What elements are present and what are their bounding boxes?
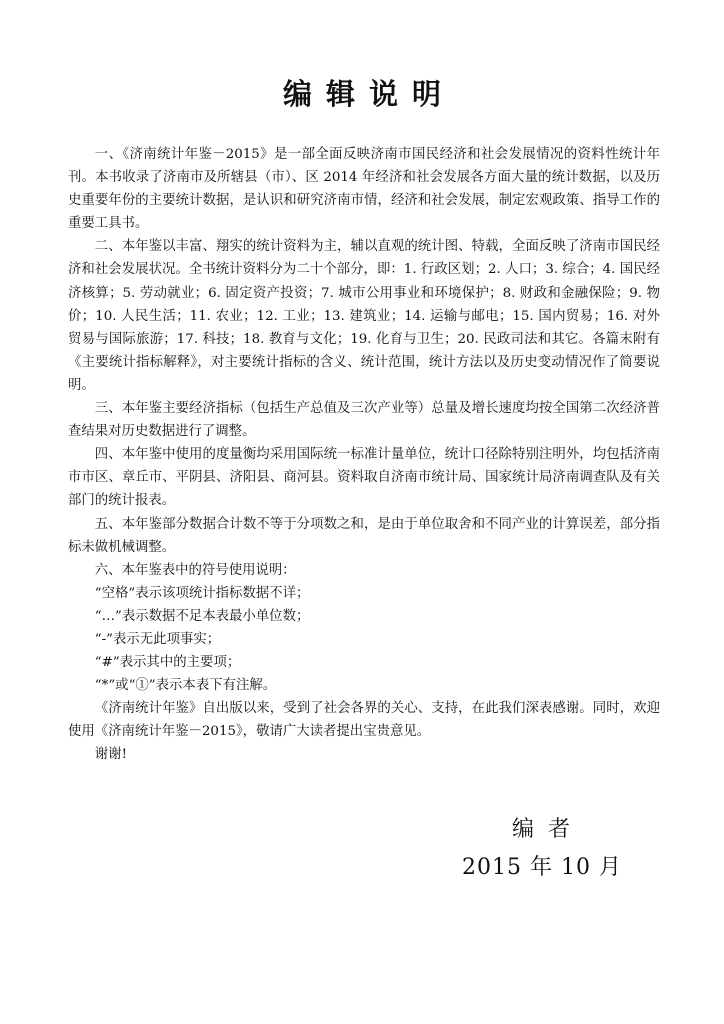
paragraph-3: 三、本年鉴主要经济指标（包括生产总值及三次产业等）总量及增长速度均按全国第二次经济普查结果对历史数据进行了调整。	[68, 401, 660, 440]
paragraph-2: 二、本年鉴以丰富、翔实的统计资料为主，辅以直观的统计图、特载，全面反映了济南市国民经济和社会发展状况。全书统计资料分为二十个部分，即：1. 行政区划；2. 人口；3. 综合；4. 国民经济核算；5. 劳动就业；6. 固定资产投资；7. 城市公用事业和环境保护；8. 财政和金融保险；9. 物价；10. 人民生活；11. 农业；12. 工业；13. 建筑业；14. 运输与邮电；15. 国内贸易；16. 对外贸易与国际旅游；17. 科技；18. 教育与文化；19. 化育与卫生；20. 民政司法和其它。各篇末附有《主要统计指标解释》，对主要统计指标的含义、统计范围，统计方法以及历史变动情况作了简要说明。	[68, 239, 660, 393]
symbol-note-hash: “#”表示其中的主要项；	[94, 655, 241, 671]
body-text	[68, 143, 660, 767]
publication-date: 2015 年 10 月	[462, 855, 622, 880]
paragraph-1: 一、《济南统计年鉴－2015》是一部全面反映济南市国民经济和社会发展情况的资料性统计年刊。本书收录了济南市及所辖县（市）、区 2014 年经济和社会发展各方面大量的统计数据，以及历史重要年份的主要统计数据，是认识和研究济南市情，经济和社会发展，制定宏观政策、指导工作的重要工具书。	[68, 147, 660, 232]
page-title: 编辑说明	[282, 77, 455, 111]
thanks-line: 谢谢!	[94, 747, 127, 763]
symbol-note-dash: “-”表示无此项事实；	[94, 631, 221, 647]
paragraph-4: 四、本年鉴中使用的度量衡均采用国际统一标准计量单位，统计口径除特别注明外，均包括济南市市区、章丘市、平阴县、济阳县、商河县。资料取自济南市统计局、国家统计局济南调查队及有关部门的统计报表。	[68, 447, 660, 509]
closing-paragraph: 《济南统计年鉴》自出版以来，受到了社会各界的关心、支持，在此我们深表感谢。同时，欢迎使用《济南统计年鉴－2015》，敬请广大读者提出宝贵意见。	[68, 701, 660, 740]
signature: 编者	[512, 817, 585, 842]
symbol-note-blank: “空格”表示该项统计指标数据不详；	[94, 585, 310, 601]
symbol-note-ellipsis: “…”表示数据不足本表最小单位数；	[94, 608, 310, 624]
paragraph-6: 六、本年鉴表中的符号使用说明：	[94, 562, 296, 578]
paragraph-5: 五、本年鉴部分数据合计数不等于分项数之和，是由于单位取舍和不同产业的计算误差，部分指标未做机械调整。	[68, 516, 660, 555]
symbol-note-asterisk: “*”或“①”表示本表下有注解。	[94, 678, 277, 694]
